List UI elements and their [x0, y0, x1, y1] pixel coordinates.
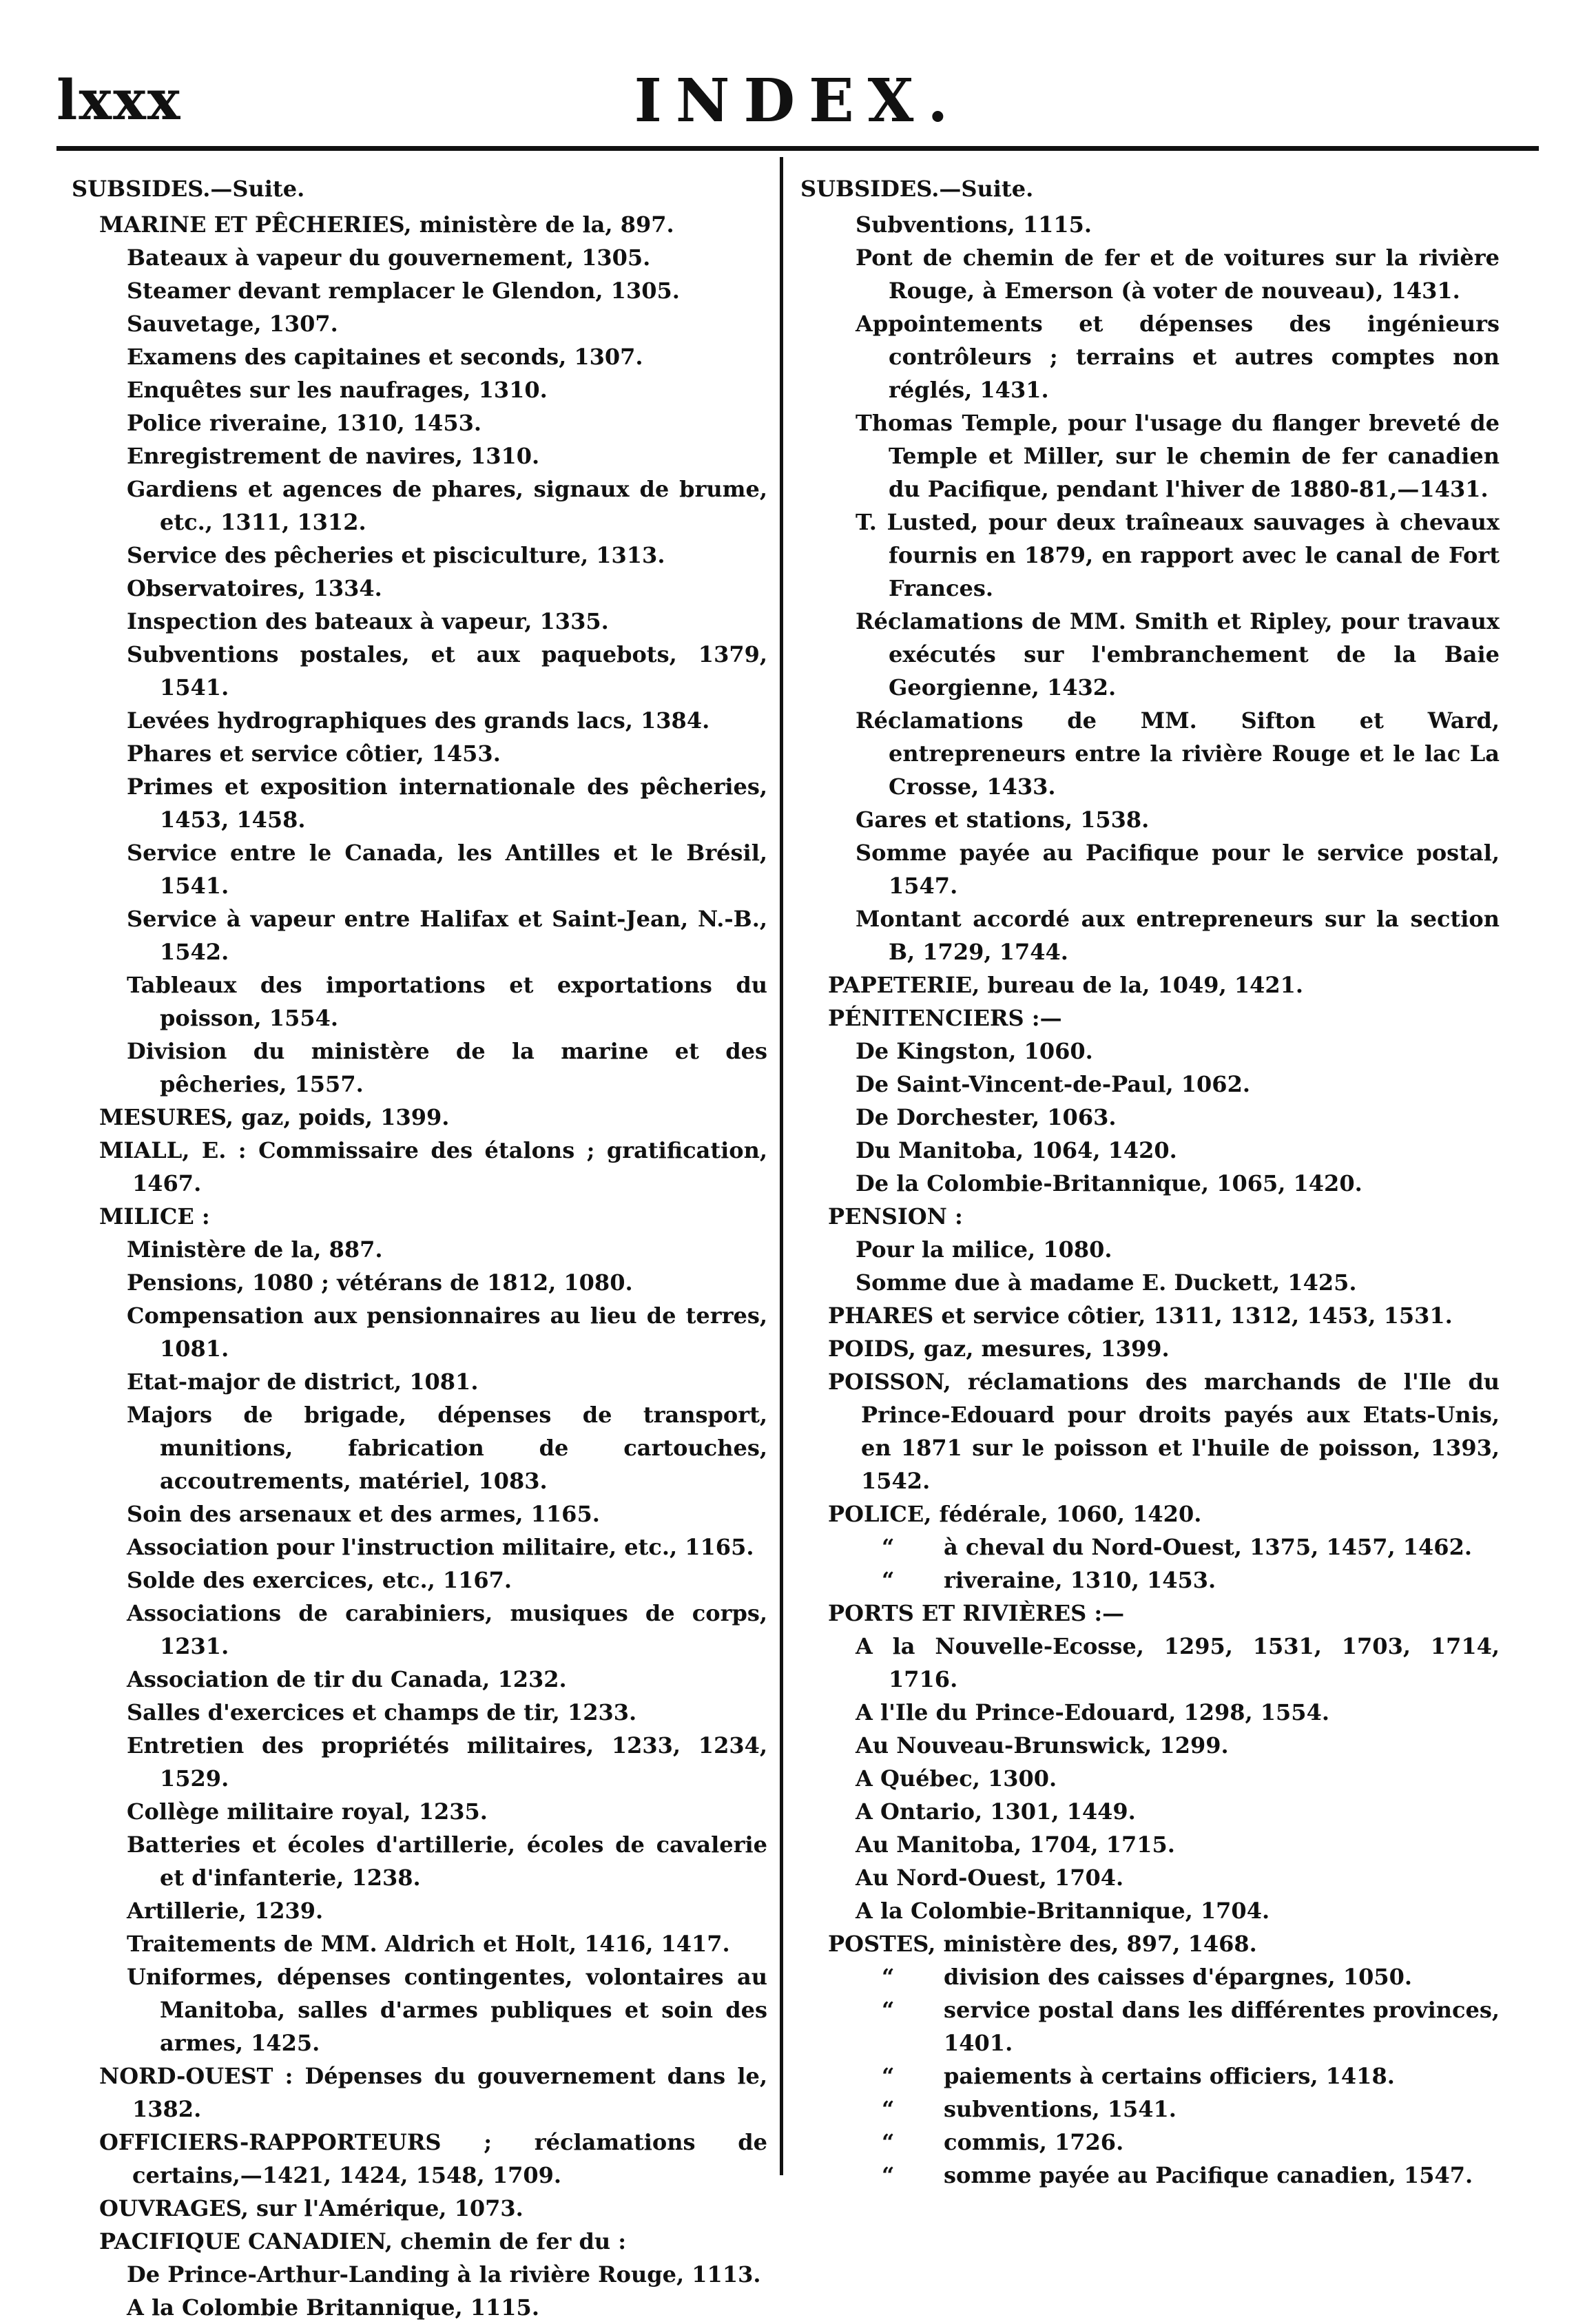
entry-text: Service des pêcheries et pisciculture, 1313.: [127, 542, 665, 568]
entry-text: Pont de chemin de fer et de voitures sur la rivière Rouge, à Emerson (à voter de nouveau), 1431.: [856, 245, 1500, 304]
entry-text: PHARES et service côtier, 1311, 1312, 1453, 1531.: [828, 1303, 1453, 1329]
index-subentry: [72, 638, 767, 704]
index-subentry: [800, 902, 1500, 968]
index-heading: [72, 2126, 767, 2192]
index-subentry: [72, 1960, 767, 2060]
index-subentry: [72, 1894, 767, 1927]
index-subentry: [800, 1068, 1500, 1101]
entry-text: A Ontario, 1301, 1449.: [856, 1798, 1136, 1825]
index-subentry: [72, 1365, 767, 1398]
index-heading: [72, 2192, 767, 2225]
entry-text: Pour la milice, 1080.: [856, 1236, 1112, 1263]
ditto-mark: “: [882, 2063, 895, 2089]
index-subentry: [72, 737, 767, 770]
index-heading: [800, 1497, 1500, 1531]
index-subentry: [800, 1134, 1500, 1167]
column-divider: [780, 157, 783, 2175]
index-heading: [800, 968, 1500, 1002]
index-subentry: [72, 1266, 767, 1299]
index-subentry: [72, 2258, 767, 2291]
index-subentry: [800, 1564, 1500, 1597]
entry-text: subventions, 1541.: [944, 2096, 1177, 2122]
entry-text: Soin des arsenaux et des armes, 1165.: [127, 1501, 600, 1527]
entry-text: Service entre le Canada, les Antilles et le Brésil, 1541.: [127, 840, 767, 899]
entry-text: T. Lusted, pour deux traîneaux sauvages à chevaux fournis en 1879, en rapport avec le canal de Fort Frances.: [856, 509, 1500, 601]
index-subentry: [72, 1035, 767, 1101]
entry-text: Réclamations de MM. Smith et Ripley, pour travaux exécutés sur l'embranchement de la Baie Georgienne, 1432.: [856, 608, 1500, 701]
entry-text: Association de tir du Canada, 1232.: [127, 1666, 567, 1692]
index-subentry: [72, 704, 767, 737]
index-subentry: [800, 605, 1500, 704]
entry-text: Enquêtes sur les naufrages, 1310.: [127, 377, 548, 403]
entry-text: Au Manitoba, 1704, 1715.: [856, 1832, 1175, 1858]
entry-text: Associations de carabiniers, musiques de corps, 1231.: [127, 1600, 767, 1659]
entry-text: Subventions postales, et aux paquebots, 1379, 1541.: [127, 641, 767, 701]
entry-text: Du Manitoba, 1064, 1420.: [856, 1137, 1177, 1163]
index-heading: [72, 2060, 767, 2126]
index-heading: [72, 1101, 767, 1134]
index-subentry: [72, 605, 767, 638]
entry-text: Tableaux des importations et exportations du poisson, 1554.: [127, 972, 767, 1031]
entry-text: Enregistrement de navires, 1310.: [127, 443, 540, 469]
entry-text: A l'Ile du Prince-Edouard, 1298, 1554.: [856, 1699, 1329, 1725]
entry-text: NORD-OUEST : Dépenses du gouvernement dans le, 1382.: [99, 2063, 767, 2122]
index-subentry: [72, 1497, 767, 1531]
index-subentry: [72, 836, 767, 902]
entry-text: Levées hydrographiques des grands lacs, 1384.: [127, 707, 710, 734]
entry-text: De Prince-Arthur-Landing à la rivière Rouge, 1113.: [127, 2261, 761, 2287]
index-subentry: [800, 836, 1500, 902]
index-heading: [800, 1200, 1500, 1233]
header-rule: [56, 146, 1539, 151]
entry-text: riveraine, 1310, 1453.: [944, 1567, 1216, 1593]
index-subentry: [800, 2159, 1500, 2192]
entry-text: Thomas Temple, pour l'usage du flanger breveté de Temple et Miller, sur le chemin de fer canadien du Pacifique, pendant l'hiver de 1880-81,—1431.: [856, 410, 1500, 502]
entry-text: OFFICIERS-RAPPORTEURS ; réclamations de certains,—1421, 1424, 1548, 1709.: [99, 2129, 767, 2188]
index-subentry: [800, 2126, 1500, 2159]
index-heading: [800, 1332, 1500, 1365]
entry-text: Service à vapeur entre Halifax et Saint-Jean, N.-B., 1542.: [127, 906, 767, 965]
index-subentry: [800, 506, 1500, 605]
entry-text: MARINE ET PÊCHERIES, ministère de la, 897.: [99, 211, 674, 238]
entry-text: Gares et stations, 1538.: [856, 807, 1150, 833]
entry-text: A la Nouvelle-Ecosse, 1295, 1531, 1703, 1714, 1716.: [856, 1633, 1500, 1692]
index-subentry: [800, 1729, 1500, 1762]
ditto-mark: “: [882, 1964, 895, 1990]
entry-text: division des caisses d'épargnes, 1050.: [944, 1964, 1413, 1990]
index-subentry: [72, 1795, 767, 1828]
index-subentry: [72, 1299, 767, 1365]
index-subentry: [72, 1233, 767, 1266]
entry-text: Uniformes, dépenses contingentes, volontaires au Manitoba, salles d'armes publiques et soin des armes, 1425.: [127, 1964, 767, 2056]
entry-text: Ministère de la, 887.: [127, 1236, 383, 1263]
index-subentry: [72, 373, 767, 406]
index-subentry: [800, 1101, 1500, 1134]
index-subentry: [72, 406, 767, 439]
entry-text: PORTS ET RIVIÈRES :—: [828, 1600, 1125, 1626]
entry-text: Steamer devant remplacer le Glendon, 1305.: [127, 278, 680, 304]
entry-text: MESURES, gaz, poids, 1399.: [99, 1104, 450, 1130]
entry-text: POIDS, gaz, mesures, 1399.: [828, 1336, 1170, 1362]
index-subentry: [800, 1795, 1500, 1828]
section-heading: [800, 172, 1500, 205]
entry-text: Montant accordé aux entrepreneurs sur la section B, 1729, 1744.: [856, 906, 1500, 965]
index-subentry: [800, 1035, 1500, 1068]
index-subentry: [800, 1861, 1500, 1894]
entry-text: Somme payée au Pacifique pour le service postal, 1547.: [856, 840, 1500, 899]
index-subentry: [800, 1960, 1500, 1993]
index-subentry: [72, 274, 767, 307]
index-subentry: [72, 1828, 767, 1894]
entry-text: SUBSIDES.—Suite.: [72, 176, 305, 202]
entry-text: commis, 1726.: [944, 2129, 1124, 2155]
page-header: [0, 0, 1596, 158]
entry-text: Entretien des propriétés militaires, 1233, 1234, 1529.: [127, 1732, 767, 1792]
entry-text: Au Nouveau-Brunswick, 1299.: [856, 1732, 1229, 1758]
index-heading: [72, 2225, 767, 2258]
entry-text: De Dorchester, 1063.: [856, 1104, 1117, 1130]
entry-text: Division du ministère de la marine et des pêcheries, 1557.: [127, 1038, 767, 1097]
entry-text: A la Colombie-Britannique, 1704.: [856, 1898, 1270, 1924]
index-subentry: [72, 340, 767, 373]
entry-text: somme payée au Pacifique canadien, 1547.: [944, 2162, 1473, 2188]
entry-text: OUVRAGES, sur l'Amérique, 1073.: [99, 2195, 524, 2221]
index-subentry: [800, 1630, 1500, 1696]
entry-text: Somme due à madame E. Duckett, 1425.: [856, 1269, 1357, 1296]
entry-text: De Kingston, 1060.: [856, 1038, 1093, 1064]
entry-text: PENSION :: [828, 1203, 963, 1230]
entry-text: Bateaux à vapeur du gouvernement, 1305.: [127, 245, 651, 271]
index-heading: [800, 1597, 1500, 1630]
left-column: [72, 172, 767, 2324]
ditto-mark: “: [882, 1997, 895, 2023]
index-subentry: [72, 1398, 767, 1497]
entry-text: Gardiens et agences de phares, signaux de brume, etc., 1311, 1312.: [127, 476, 767, 535]
index-subentry: [800, 1828, 1500, 1861]
entry-text: Solde des exercices, etc., 1167.: [127, 1567, 512, 1593]
entry-text: PÉNITENCIERS :—: [828, 1005, 1062, 1031]
entry-text: POSTES, ministère des, 897, 1468.: [828, 1931, 1257, 1957]
ditto-mark: “: [882, 2162, 895, 2188]
ditto-mark: “: [882, 1567, 895, 1593]
index-subentry: [72, 439, 767, 473]
index-subentry: [72, 968, 767, 1035]
index-subentry: [800, 1696, 1500, 1729]
index-subentry: [72, 1564, 767, 1597]
entry-text: A la Colombie Britannique, 1115.: [127, 2294, 539, 2321]
entry-text: Traitements de MM. Aldrich et Holt, 1416, 1417.: [127, 1931, 730, 1957]
index-subentry: [800, 1531, 1500, 1564]
page-number: lxxx: [56, 68, 182, 132]
index-heading: [800, 1299, 1500, 1332]
entry-text: Compensation aux pensionnaires au lieu de terres, 1081.: [127, 1303, 767, 1362]
page-title: INDEX.: [634, 66, 962, 136]
entry-text: PAPETERIE, bureau de la, 1049, 1421.: [828, 972, 1304, 998]
index-subentry: [800, 241, 1500, 307]
ditto-mark: “: [882, 2096, 895, 2122]
entry-text: Examens des capitaines et seconds, 1307.: [127, 344, 643, 370]
entry-text: SUBSIDES.—Suite.: [800, 176, 1034, 202]
entry-text: Primes et exposition internationale des pêcheries, 1453, 1458.: [127, 774, 767, 833]
entry-text: Artillerie, 1239.: [127, 1898, 324, 1924]
index-subentry: [72, 307, 767, 340]
index-subentry: [800, 2093, 1500, 2126]
entry-text: Etat-major de district, 1081.: [127, 1369, 479, 1395]
entry-text: à cheval du Nord-Ouest, 1375, 1457, 1462.: [944, 1534, 1472, 1560]
ditto-mark: “: [882, 1534, 895, 1560]
entry-text: De la Colombie-Britannique, 1065, 1420.: [856, 1170, 1362, 1196]
index-subentry: [800, 1993, 1500, 2060]
entry-text: service postal dans les différentes provinces, 1401.: [944, 1997, 1500, 2056]
entry-text: Salles d'exercices et champs de tir, 1233.: [127, 1699, 637, 1725]
index-subentry: [800, 1762, 1500, 1795]
index-subentry: [800, 208, 1500, 241]
entry-text: Subventions, 1115.: [856, 211, 1092, 238]
index-heading: [72, 208, 767, 241]
index-subentry: [800, 2060, 1500, 2093]
index-subentry: [72, 1663, 767, 1696]
entry-text: Inspection des bateaux à vapeur, 1335.: [127, 608, 609, 634]
index-subentry: [72, 770, 767, 836]
entry-text: MIALL, E. : Commissaire des étalons ; gratification, 1467.: [99, 1137, 767, 1196]
index-subentry: [72, 572, 767, 605]
entry-text: Association pour l'instruction militaire, etc., 1165.: [127, 1534, 754, 1560]
entry-text: Observatoires, 1334.: [127, 575, 382, 601]
entry-text: Pensions, 1080 ; vétérans de 1812, 1080.: [127, 1269, 633, 1296]
index-subentry: [800, 406, 1500, 506]
index-subentry: [800, 1167, 1500, 1200]
right-column: [800, 172, 1500, 2192]
entry-text: POISSON, réclamations des marchands de l'Ile du Prince-Edouard pour droits payés aux Etats-Unis, en 1871 sur le poisson et l'huile de poisson, 1393, 1542.: [828, 1369, 1500, 1494]
index-subentry: [72, 1597, 767, 1663]
index-heading: [72, 1200, 767, 1233]
index-subentry: [800, 1266, 1500, 1299]
index-subentry: [800, 704, 1500, 803]
index-heading: [800, 1002, 1500, 1035]
index-heading: [800, 1927, 1500, 1960]
index-subentry: [800, 1233, 1500, 1266]
entry-text: Phares et service côtier, 1453.: [127, 740, 501, 767]
entry-text: MILICE :: [99, 1203, 210, 1230]
entry-text: POLICE, fédérale, 1060, 1420.: [828, 1501, 1202, 1527]
index-subentry: [72, 902, 767, 968]
entry-text: De Saint-Vincent-de-Paul, 1062.: [856, 1071, 1250, 1097]
index-subentry: [800, 307, 1500, 406]
section-heading: [72, 172, 767, 205]
entry-text: Réclamations de MM. Sifton et Ward, entrepreneurs entre la rivière Rouge et le lac La Crosse, 1433.: [856, 707, 1500, 800]
entry-text: Collège militaire royal, 1235.: [127, 1798, 488, 1825]
index-subentry: [72, 1927, 767, 1960]
index-subentry: [72, 1696, 767, 1729]
entry-text: Police riveraine, 1310, 1453.: [127, 410, 482, 436]
index-subentry: [72, 539, 767, 572]
index-subentry: [72, 241, 767, 274]
index-subentry: [800, 803, 1500, 836]
index-subentry: [72, 1729, 767, 1795]
entry-text: Sauvetage, 1307.: [127, 311, 338, 337]
entry-text: Batteries et écoles d'artillerie, écoles de cavalerie et d'infanterie, 1238.: [127, 1832, 767, 1891]
index-subentry: [72, 1531, 767, 1564]
entry-text: Au Nord-Ouest, 1704.: [856, 1865, 1124, 1891]
entry-text: paiements à certains officiers, 1418.: [944, 2063, 1395, 2089]
entry-text: Majors de brigade, dépenses de transport, munitions, fabrication de cartouches, accoutrements, matériel, 1083.: [127, 1402, 767, 1494]
index-subentry: [800, 1894, 1500, 1927]
entry-text: PACIFIQUE CANADIEN, chemin de fer du :: [99, 2228, 627, 2254]
ditto-mark: “: [882, 2129, 895, 2155]
index-heading: [800, 1365, 1500, 1497]
index-heading: [72, 1134, 767, 1200]
index-subentry: [72, 2291, 767, 2324]
index-subentry: [72, 473, 767, 539]
entry-text: Appointements et dépenses des ingénieurs contrôleurs ; terrains et autres comptes non réglés, 1431.: [856, 311, 1500, 403]
entry-text: A Québec, 1300.: [856, 1765, 1057, 1792]
